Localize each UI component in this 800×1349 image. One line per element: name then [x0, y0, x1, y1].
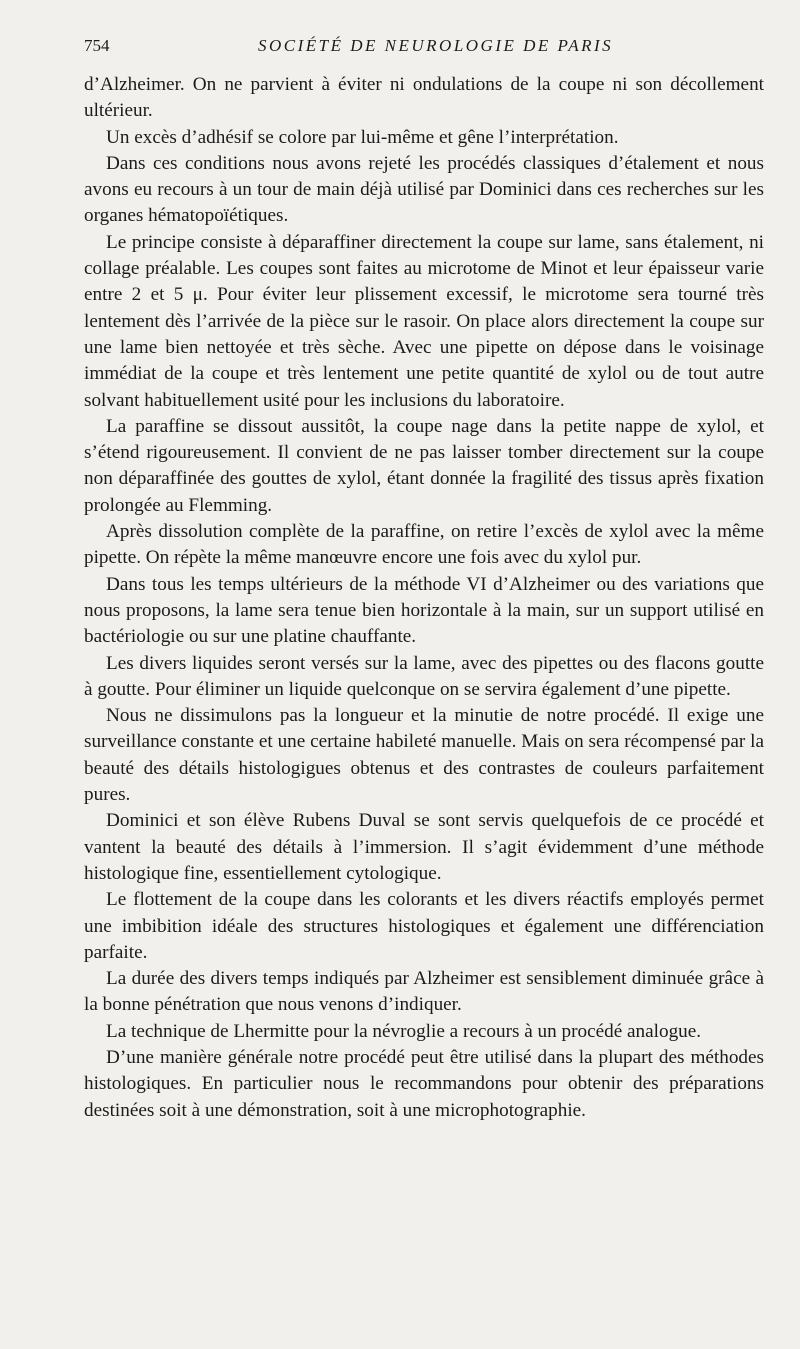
page-header	[84, 36, 764, 72]
paragraph: Le flottement de la coupe dans les colorants et les divers réactifs employés permet une imbibition idéale des structures histologiques et également une différenciation parfaite.	[84, 889, 764, 963]
paragraph: Nous ne dissimulons pas la longueur et la minutie de notre procédé. Il exige une surveillance constante et une certaine habileté manuelle. Mais on sera récompensé par la beauté des détails histologigues obtenus et des contrastes de couleurs parfaitement pures.	[84, 705, 764, 806]
paragraph: d’Alzheimer. On ne parvient à éviter ni ondulations de la coupe ni son décollement ultérieur.	[84, 74, 764, 122]
paragraph: Le principe consiste à déparaffiner directement la coupe sur lame, sans étalement, ni collage préalable. Les coupes sont faites au microtome de Minot et leur épaisseur varie entre 2 et 5 μ. Pour éviter leur plissement excessif, le microtome sera tourné très lentement dès l’arrivée de la pièce sur le rasoir. On place alors directement la coupe sur une lame bien nettoyée et très sèche. Avec une pipette on dépose dans le voisinage immédiat de la coupe et très lentement une petite quantité de xylol ou de tout autre solvant habituellement usité pour les inclusions du laboratoire.	[84, 231, 764, 411]
body-text	[84, 72, 764, 1124]
paragraph: Dans ces conditions nous avons rejeté les procédés classiques d’étalement et nous avons eu recours à un tour de main déjà utilisé par Dominici dans ces recherches sur les organes hématopoïétiques.	[84, 152, 764, 227]
paragraph: La durée des divers temps indiqués par Alzheimer est sensiblement diminuée grâce à la bonne pénétration que nous venons d’indiquer.	[84, 968, 764, 1016]
paragraph: Les divers liquides seront versés sur la lame, avec des pipettes ou des flacons goutte à goutte. Pour éliminer un liquide quelconque on se servira également d’une pipette.	[84, 652, 764, 700]
paragraph: La paraffine se dissout aussitôt, la coupe nage dans la petite nappe de xylol, et s’étend rigoureusement. Il convient de ne pas laisser tomber directement sur la coupe non déparaffinée des gouttes de xylol, étant donnée la fragilité des tissus après fixation prolongée au Flemming.	[84, 415, 764, 516]
paragraph: Un excès d’adhésif se colore par lui-même et gêne l’interprétation.	[106, 126, 619, 148]
paragraph: La technique de Lhermitte pour la névroglie a recours à un procédé analogue.	[106, 1020, 702, 1042]
running-title: SOCIÉTÉ DE NEUROLOGIE DE PARIS	[258, 36, 614, 55]
paragraph: Dominici et son élève Rubens Duval se sont servis quelquefois de ce procédé et vantent la beauté des détails à l’immersion. Il s’agit évidemment d’une méthode histologique fine, essentiellement cytologique.	[84, 810, 764, 884]
paragraph: Après dissolution complète de la paraffine, on retire l’excès de xylol avec la même pipette. On répète la même manœuvre encore une fois avec du xylol pur.	[84, 521, 764, 569]
paragraph: Dans tous les temps ultérieurs de la méthode VI d’Alzheimer ou des variations que nous proposons, la lame sera tenue bien horizontale à la main, sur un support utilisé en bactériologie ou sur une platine chauffante.	[84, 573, 764, 648]
paragraph: D’une manière générale notre procédé peut être utilisé dans la plupart des méthodes histologiques. En particulier nous le recommandons pour obtenir des préparations destinées soit à une démonstration, soit à une microphotographie.	[84, 1046, 764, 1121]
page-number: 754	[84, 36, 110, 55]
